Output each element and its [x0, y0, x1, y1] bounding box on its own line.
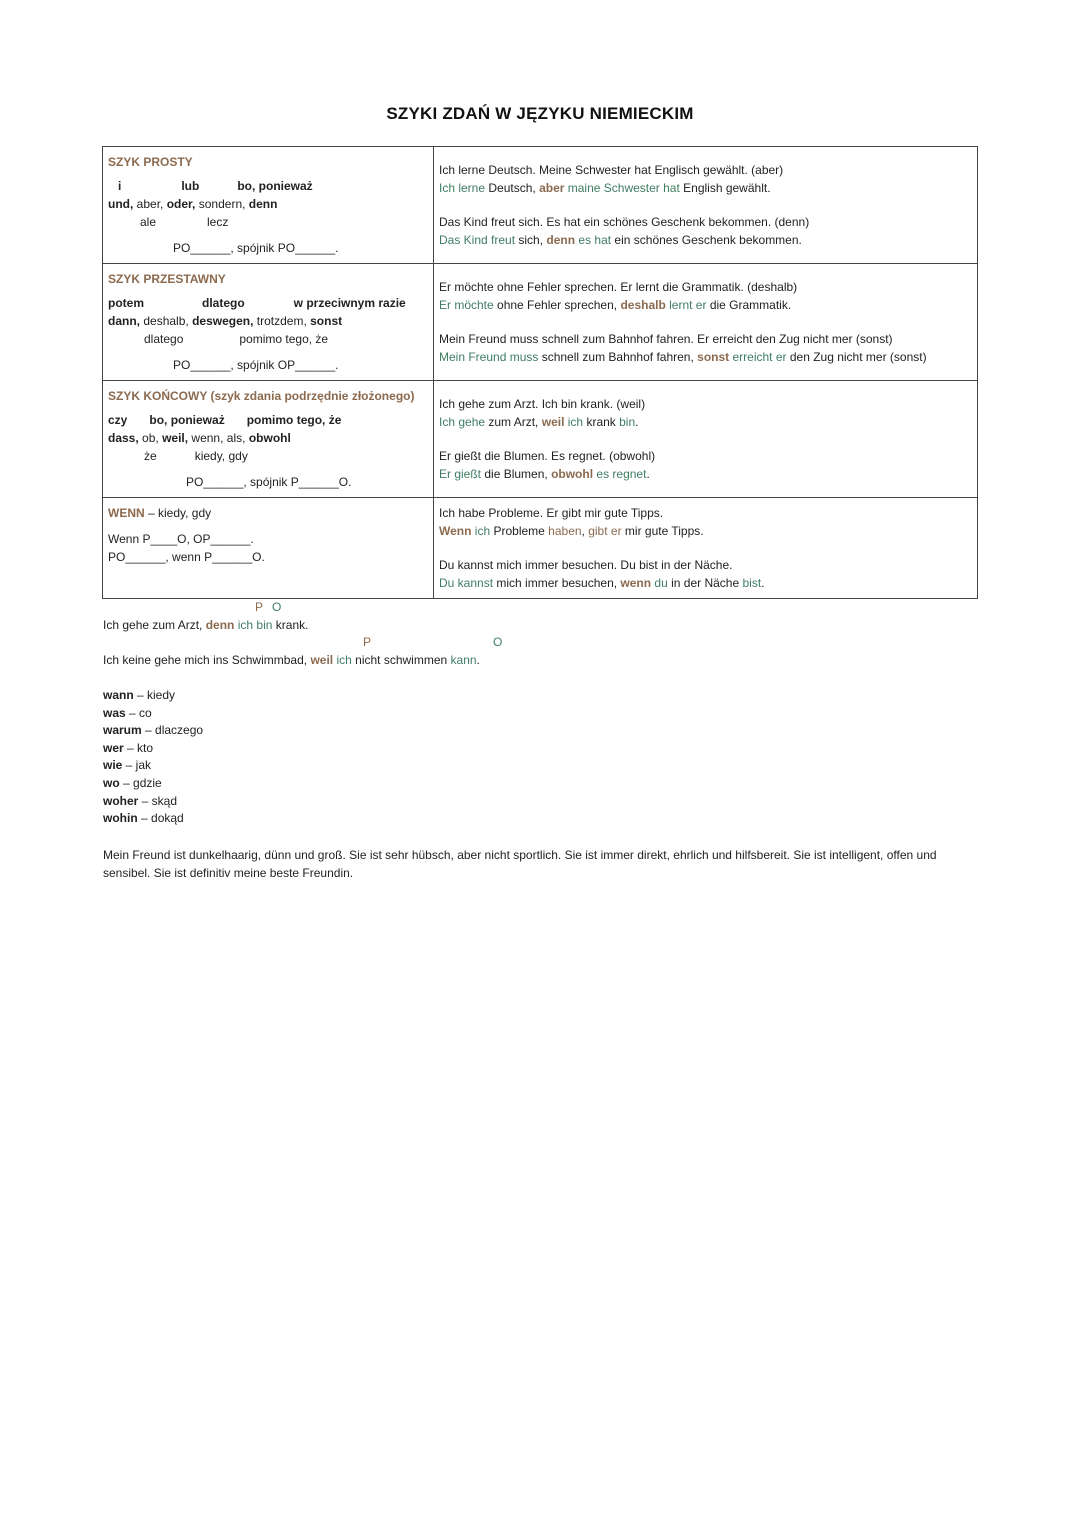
rule-cell: [103, 498, 434, 599]
polish-conjunctions: [108, 294, 428, 312]
list-item: wann – kiedy: [103, 688, 176, 702]
list-item: wer – kto: [103, 740, 154, 755]
list-item: wo – gdzie: [103, 775, 162, 790]
example-source: Ich gehe zum Arzt. Ich bin krank. (weil): [439, 397, 646, 411]
pl-word: dlatego: [144, 332, 184, 346]
table-row: [103, 147, 978, 264]
list-item: was – co: [103, 705, 152, 720]
example-result: Mein Freund muss schnell zum Bahnhof fahren, sonst erreicht er den Zug nicht mer (sonst): [439, 350, 927, 364]
de-word: sonst: [310, 314, 343, 328]
polish-translations: [108, 447, 428, 465]
de-word: obwohl: [248, 431, 291, 445]
de-word: dass,: [108, 431, 139, 445]
de-word: und,: [108, 197, 134, 211]
section-heading: WENN – kiedy, gdy: [108, 506, 212, 520]
example-source: Du kannst mich immer besuchen. Du bist in der Näche.: [439, 558, 733, 572]
pl-word: lecz: [207, 215, 229, 229]
formula: PO______, spójnik OP______.: [173, 358, 339, 372]
object-marker: O: [493, 635, 503, 649]
german-conjunctions: [108, 429, 428, 447]
example-result: Er gießt die Blumen, obwohl es regnet.: [439, 467, 650, 481]
de-word: deshalb,: [143, 314, 189, 328]
pl-word: pomimo tego, że: [246, 413, 342, 427]
example-source: Ich lerne Deutsch. Meine Schwester hat Englisch gewählt. (aber): [439, 163, 784, 177]
list-item: wohin – dokąd: [103, 811, 184, 826]
example-result: Er möchte ohne Fehler sprechen, deshalb lernt er die Grammatik.: [439, 298, 792, 312]
example-result: Das Kind freut sich, denn es hat ein schönes Geschenk bekommen.: [439, 233, 802, 247]
pl-word: pomimo tego, że: [239, 332, 329, 346]
table-row: [103, 381, 978, 498]
de-word: deswegen,: [192, 314, 254, 328]
example-cell: [434, 264, 978, 381]
example-source: Ich habe Probleme. Er gibt mir gute Tipps.: [439, 506, 664, 520]
example-cell: [434, 498, 978, 599]
example-sentence: Ich gehe zum Arzt, denn ich bin krank.: [103, 618, 309, 632]
formula: PO______, spójnik P______O.: [186, 475, 352, 489]
example-source: Er möchte ohne Fehler sprechen. Er lernt die Grammatik. (deshalb): [439, 280, 798, 294]
pl-word: bo, ponieważ: [149, 413, 225, 427]
example-source: Er gießt die Blumen. Es regnet. (obwohl): [439, 449, 656, 463]
example-result: Du kannst mich immer besuchen, wenn du in der Näche bist.: [439, 576, 765, 590]
pl-word: potem: [108, 296, 144, 310]
example-sentence: Ich keine gehe mich ins Schwimmbad, weil ich nicht schwimmen kann.: [103, 653, 480, 667]
polish-translations: [108, 330, 428, 348]
german-conjunctions: [108, 195, 428, 213]
pl-word: dlatego: [202, 296, 245, 310]
table-row: [103, 498, 978, 599]
de-word: trotzdem,: [256, 314, 307, 328]
de-word: weil,: [162, 431, 189, 445]
rule-cell: [103, 381, 434, 498]
section-heading: SZYK PROSTY: [108, 155, 193, 169]
word-order-table: [102, 146, 978, 599]
example-result: Ich gehe zum Arzt, weil ich krank bin.: [439, 415, 639, 429]
de-word: denn: [248, 197, 278, 211]
pl-word: i: [118, 179, 122, 193]
de-word: oder,: [166, 197, 196, 211]
pl-word: lub: [181, 179, 200, 193]
german-conjunctions: [108, 312, 428, 330]
de-word: sondern,: [198, 197, 246, 211]
de-word: wenn,: [191, 431, 224, 445]
table-row: [103, 264, 978, 381]
list-item: wie – jak: [103, 758, 152, 773]
polish-conjunctions: [108, 411, 428, 429]
object-marker: O: [272, 600, 282, 614]
pl-word: że: [144, 449, 157, 463]
example-result: Wenn ich Probleme haben, gibt er mir gute Tipps.: [439, 524, 704, 538]
question-words-list: [103, 687, 203, 828]
de-word: als,: [226, 431, 246, 445]
rule-cell: [103, 264, 434, 381]
pl-word: kiedy, gdy: [194, 449, 248, 463]
pl-word: ale: [140, 215, 157, 229]
example-cell: [434, 147, 978, 264]
pl-word: bo, ponieważ: [237, 179, 313, 193]
formula: PO______, wenn P______O.: [108, 550, 265, 564]
rule-cell: [103, 147, 434, 264]
formula: PO______, spójnik PO______.: [173, 241, 339, 255]
pl-word: w przeciwnym razie: [293, 296, 406, 310]
de-word: aber,: [136, 197, 164, 211]
predicate-marker: P: [255, 600, 264, 614]
pl-word: czy: [108, 413, 128, 427]
example-cell: [434, 381, 978, 498]
example-source: Mein Freund muss schnell zum Bahnhof fahren. Er erreicht den Zug nicht mer (sonst): [439, 332, 893, 346]
example-result: Ich lerne Deutsch, aber maine Schwester hat English gewählt.: [439, 181, 771, 195]
example-source: Das Kind freut sich. Es hat ein schönes Geschenk bekommen. (denn): [439, 215, 810, 229]
section-heading: SZYK PRZESTAWNY: [108, 272, 226, 286]
de-word: ob,: [142, 431, 159, 445]
polish-conjunctions: [108, 177, 428, 195]
description-paragraph: Mein Freund ist dunkelhaarig, dünn und groß. Sie ist sehr hübsch, aber nicht sportlich. Sie ist immer direkt, ehrlich und hilfsbereit. Sie ist intelligent, offen und sensibel. Sie ist definitiv meine beste Freundin.: [103, 848, 937, 880]
formula: Wenn P____O, OP______.: [108, 532, 254, 546]
predicate-marker: P: [363, 635, 372, 649]
de-word: dann,: [108, 314, 140, 328]
list-item: warum – dlaczego: [103, 723, 204, 738]
section-heading: SZYK KOŃCOWY (szyk zdania podrzędnie złożonego): [108, 389, 415, 403]
page-title: SZYKI ZDAŃ W JĘZYKU NIEMIECKIM: [386, 104, 694, 123]
polish-translations: [108, 213, 428, 231]
list-item: woher – skąd: [103, 793, 178, 808]
